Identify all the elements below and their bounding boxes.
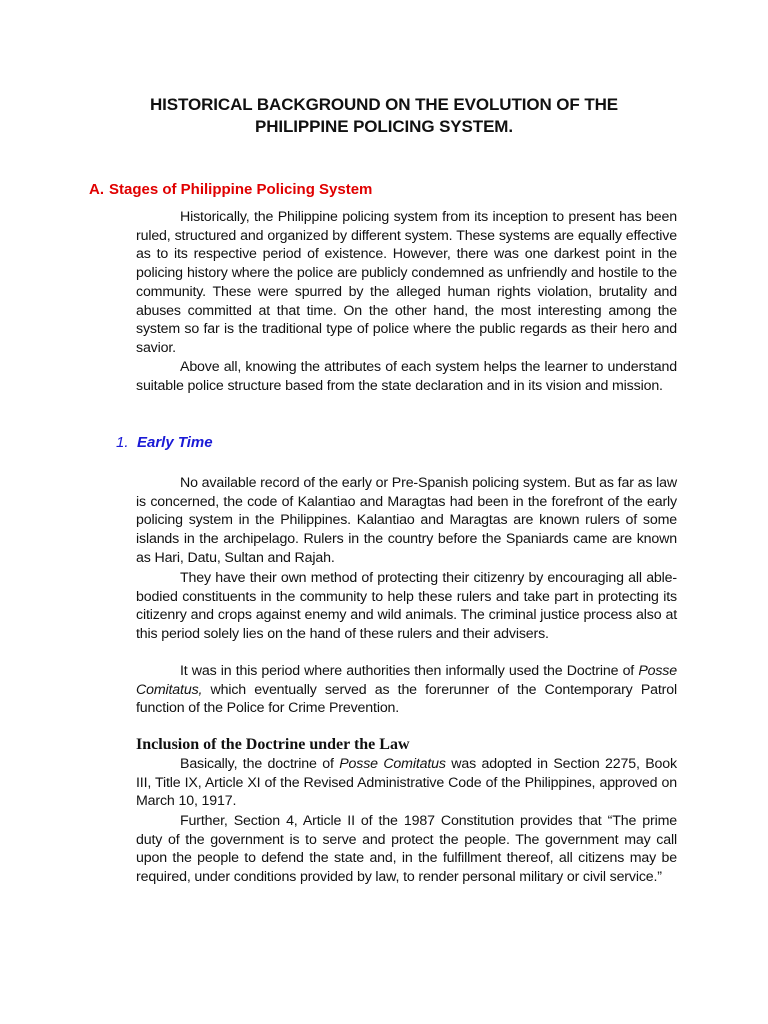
- inclusion-heading: Inclusion of the Doctrine under the Law: [136, 736, 410, 753]
- posse-comitatus-term: Posse Comitatus,: [136, 663, 677, 698]
- early-time-paragraph-1: No available record of the early or Pre-Spanish policing system. But as far as law is concerned, the code of Kalantiao and Maragtas had been in the forefront of the early policing system in the Philippines. Kalantiao and Maragtas are known rulers of some islands in the archipelago. Rulers in the country before the Spaniards came are known as Hari, Datu, Sultan and Rajah.: [136, 475, 677, 566]
- section-a-marker: A.: [89, 181, 104, 198]
- inclusion-paragraph-1: [136, 755, 677, 811]
- posse-comitatus-term: Posse Comitatus: [339, 756, 446, 772]
- inclusion-p1-text-before: Basically, the doctrine of: [180, 756, 340, 772]
- inclusion-p1-text-after: was adopted in Section 2275, Book III, Title IX, Article XI of the Revised Administrative Code of the Philippines, approved on March 10, 1917.: [136, 756, 677, 810]
- early-time-number: 1.: [116, 434, 129, 451]
- early-time-paragraph-2: They have their own method of protecting their citizenry by encouraging all able-bodied constituents in the community to help these rulers and take part in protecting its citizenry and crops against enemy and wild animals. The criminal justice process also at this period solely lies on the hand of these rulers and their advisers.: [136, 570, 677, 643]
- section-a-paragraph-2: Above all, knowing the attributes of each system helps the learner to understand suitable police structure based from the state declaration and in its vision and mission.: [136, 359, 677, 394]
- early-time-paragraph-3: [136, 662, 677, 718]
- early-time-title: Early Time: [137, 434, 213, 451]
- early-time-p3-text-after: which eventually served as the forerunner of the Contemporary Patrol function of the Police for Crime Prevention.: [136, 681, 677, 717]
- title-line-2: PHILIPPINE POLICING SYSTEM.: [254, 117, 513, 136]
- section-a-paragraph-1: Historically, the Philippine policing system from its inception to present has been ruled, structured and organized by different system. These systems are equally effective as to its respective period of existence. However, there was one darkest point in the policing history where the police are publicly condemned as unfriendly and hostile to the community. These were spurred by the alleged human rights violation, brutality and abuses committed at that time. On the other hand, the most interesting among the system so far is the traditional type of police where the public regards as their hero and savior.: [136, 209, 677, 356]
- early-time-p3-text-before: It was in this period where authorities then informally used the Doctrine of: [180, 663, 639, 679]
- inclusion-paragraph-2: Further, Section 4, Article II of the 1987 Constitution provides that “The prime duty of the government is to serve and protect the people. The government may call upon the people to defend the state and, in the fulfillment thereof, all citizens may be required, under conditions provided by law, to render personal military or civil service.”: [136, 813, 677, 886]
- early-time-heading: [116, 434, 213, 451]
- section-a-title: Stages of Philippine Policing System: [109, 181, 373, 198]
- title-line-1: HISTORICAL BACKGROUND ON THE EVOLUTION OF THE: [149, 95, 619, 114]
- document-title: [100, 94, 668, 138]
- section-a-heading: [89, 181, 372, 198]
